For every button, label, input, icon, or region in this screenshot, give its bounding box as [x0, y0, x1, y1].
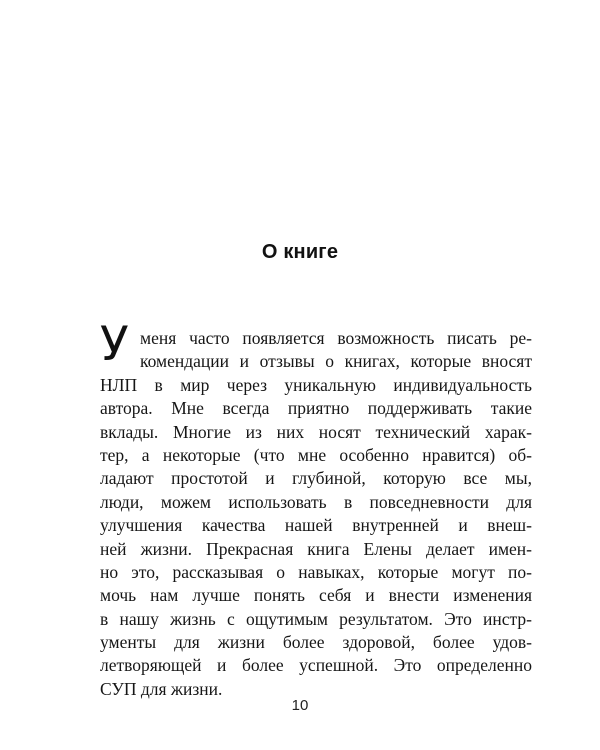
- text-line: комендации и отзывы о книгах, которые вносят: [140, 351, 532, 372]
- drop-cap: У: [100, 317, 129, 372]
- text-line: вклады. Многие из них носят технический харак-: [100, 421, 532, 442]
- chapter-title: О книге: [261, 241, 339, 263]
- text-line: меня часто появляется возможность писать ре-: [140, 328, 532, 348]
- text-line: СУП для жизни.: [100, 678, 223, 699]
- text-line: ладают простотой и глубиной, которую все мы,: [100, 468, 532, 489]
- text-line: но это, рассказывая о навыках, которые могут по-: [100, 561, 532, 582]
- text-line: улучшения качества нашей внутренней и внеш-: [100, 515, 532, 536]
- page-number: 10: [291, 697, 309, 714]
- text-line: тер, а некоторые (что мне особенно нравится) об-: [100, 444, 532, 465]
- text-line: мочь нам лучше понять себя и внести изменения: [100, 585, 532, 606]
- text-line: летворяющей и более успешной. Это определенно: [100, 655, 532, 676]
- text-line: в нашу жизнь с ощутимым результатом. Это инстр-: [100, 608, 532, 629]
- text-line: люди, можем использовать в повседневности для: [100, 491, 532, 512]
- text-line: автора. Мне всегда приятно поддерживать такие: [100, 398, 532, 419]
- body-text: [100, 327, 532, 701]
- text-line: ней жизни. Прекрасная книга Елены делает имен-: [100, 538, 532, 559]
- text-line: ументы для жизни более здоровой, более удов-: [100, 632, 532, 653]
- text-line: НЛП в мир через уникальную индивидуальность: [100, 374, 532, 395]
